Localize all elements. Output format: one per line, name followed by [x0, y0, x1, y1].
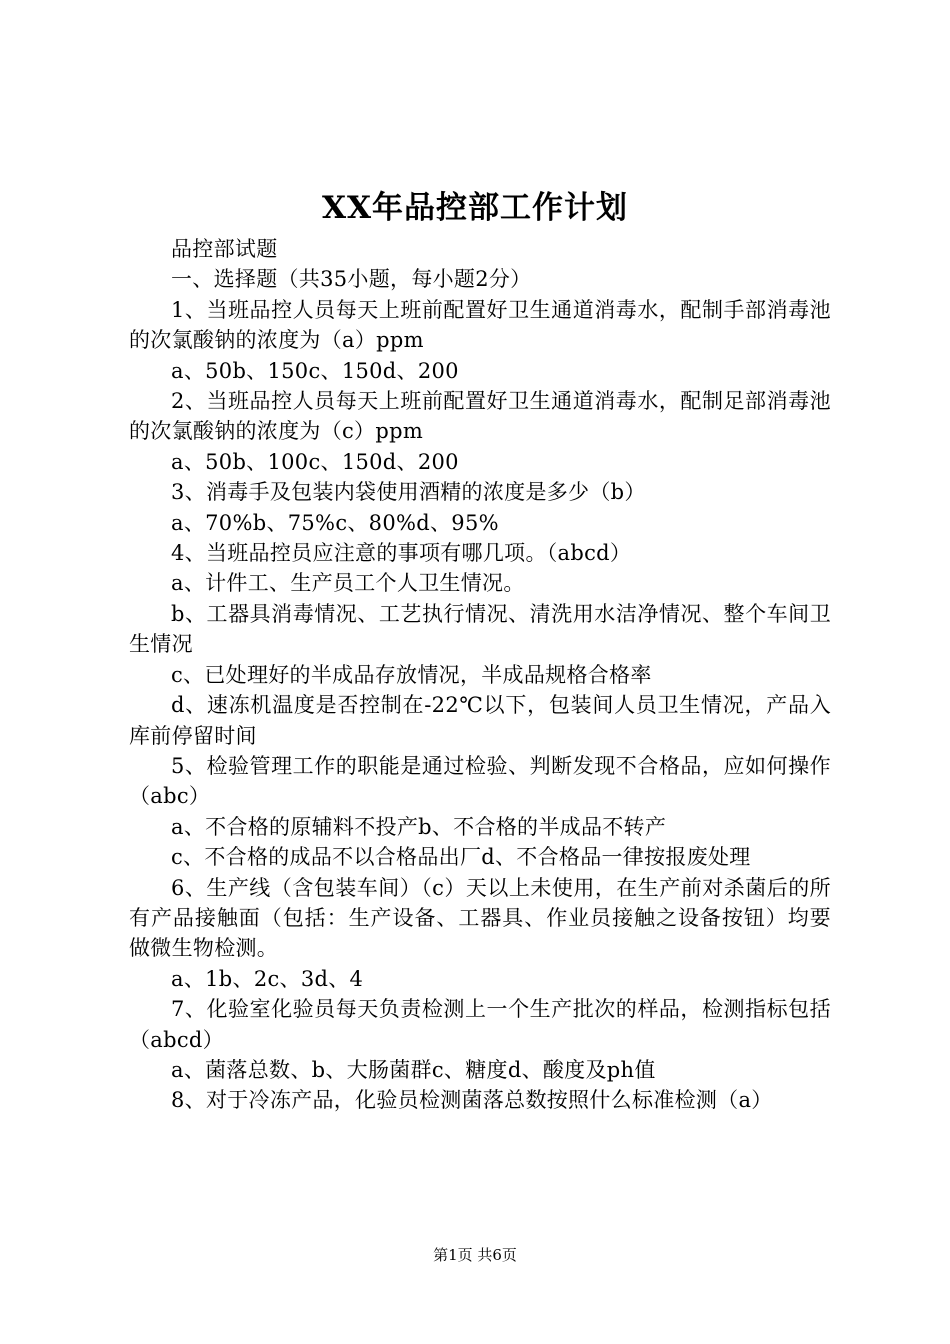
paragraph: 6、生产线（含包装车间）（c）天以上未使用，在生产前对杀菌后的所有产品接触面（包括：生产设备、工器具、作业员接触之设备按钮）均要做微生物检测。 — [129, 875, 831, 961]
document-title: XX年品控部工作计划 — [321, 190, 629, 226]
paragraph: 1、当班品控人员每天上班前配置好卫生通道消毒水，配制手部消毒池的次氯酸钠的浓度为（a）ppm — [129, 297, 831, 353]
paragraph: 3、消毒手及包装内袋使用酒精的浓度是多少（b） — [171, 480, 646, 505]
paragraph: d、速冻机温度是否控制在-22℃以下，包装间人员卫生情况，产品入库前停留时间 — [129, 693, 831, 748]
paragraph: b、工器具消毒情况、工艺执行情况、清洗用水洁净情况、整个车间卫生情况 — [129, 601, 831, 657]
paragraph: a、不合格的原辅料不投产b、不合格的半成品不转产 — [171, 814, 667, 839]
paragraph: 4、当班品控员应注意的事项有哪几项。（abcd） — [171, 541, 632, 566]
paragraph: a、70%b、75%c、80%d、95% — [171, 510, 499, 535]
paragraph: a、50b、100c、150d、200 — [171, 449, 459, 474]
paragraph: 5、检验管理工作的职能是通过检验、判断发现不合格品，应如何操作（abc） — [129, 753, 831, 809]
paragraph: 品控部试题 — [171, 237, 278, 261]
paragraph: 8、对于冷冻产品，化验员检测菌落总数按照什么标准检测（a） — [171, 1088, 773, 1113]
paragraph: a、1b、2c、3d、4 — [171, 966, 364, 991]
paragraph: c、不合格的成品不以合格品出厂d、不合格品一律按报废处理 — [171, 845, 751, 870]
paragraph: a、菌落总数、b、大肠菌群c、糖度d、酸度及ph值 — [171, 1057, 656, 1082]
paragraph: c、已处理好的半成品存放情况，半成品规格合格率 — [171, 662, 652, 687]
paragraph: a、50b、150c、150d、200 — [171, 358, 459, 383]
paragraph: 7、化验室化验员每天负责检测上一个生产批次的样品，检测指标包括（abcd） — [129, 997, 831, 1052]
paragraph: a、计件工、生产员工个人卫生情况。 — [171, 571, 525, 596]
paragraph: 2、当班品控人员每天上班前配置好卫生通道消毒水，配制足部消毒池的次氯酸钠的浓度为（c）ppm — [129, 389, 831, 444]
paragraph: 一、选择题（共35小题，每小题2分） — [171, 267, 532, 292]
document-body — [129, 234, 831, 1116]
page-footer: 第1页 共6页 — [433, 1246, 517, 1264]
